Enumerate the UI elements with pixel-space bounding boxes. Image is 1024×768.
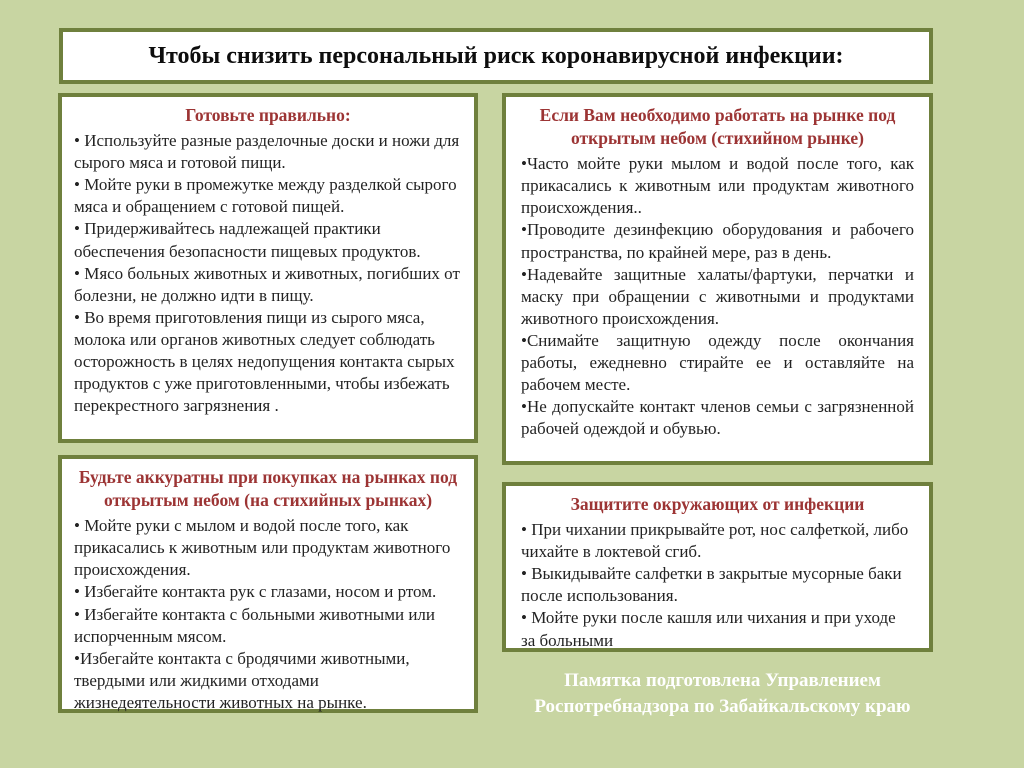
bullet-item: • Выкидывайте салфетки в закрытые мусорные баки после использования. (521, 564, 902, 606)
title-panel (59, 28, 933, 84)
bullet-item: •Часто мойте руки мылом и водой после того, как прикасались к животным или продуктам животного происхождения.. (521, 154, 914, 218)
bullet-item: •Избегайте контакта с бродячими животными, твердыми или жидкими отходами жизнедеятельности животных на рынке. (74, 648, 410, 712)
bullet-item: • При чихании прикрывайте рот, нос салфеткой, либо чихайте в локтевой сгиб. (521, 520, 909, 562)
panel-cook-properly (58, 93, 478, 443)
panel-careful-shopping (58, 455, 478, 713)
bullet-item: • Избегайте контакта рук с глазами, носом и ртом. (74, 582, 437, 602)
bullet-item: • Придерживайтесь надлежащей практики обеспечения безопасности пищевых продуктов. (74, 219, 421, 261)
bullet-item: • Мясо больных животных и животных, погибших от болезни, не должно идти в пищу. (74, 263, 460, 305)
bullet-item: •Не допускайте контакт членов семьи с загрязненной рабочей одеждой и обувью. (521, 397, 914, 439)
bullet-item: • Мойте руки после кашля или чихания и при уходе за больными (521, 608, 896, 650)
bullet-item: •Проводите дезинфекцию оборудования и рабочего пространства, по крайней мере, раз в день. (521, 220, 914, 262)
panel-careful-shopping-header: Будьте аккуратны при покупках на рынках под открытым небом (на стихийных рынках) (78, 467, 458, 511)
panel-work-at-market (502, 93, 933, 465)
bullet-item: • Мойте руки в промежутке между разделкой сырого мяса и обращением с готовой пищей. (74, 175, 457, 217)
panel-protect-others-header: Защитите окружающих от инфекции (570, 494, 865, 514)
panel-protect-others (502, 482, 933, 652)
bullet-item: • Избегайте контакта с больными животными или испорченным мясом. (74, 604, 435, 646)
bullet-item: •Снимайте защитную одежду после окончания работы, ежедневно стирайте ее и оставляйте на рабочем месте. (521, 330, 914, 395)
footer-attribution: Памятка подготовлена Управлением Роспотребнадзора по Забайкальскому краю (534, 670, 911, 717)
page-title: Чтобы снизить персональный риск коронавирусной инфекции: (148, 42, 844, 69)
bullet-item: • Используйте разные разделочные доски и ножи для сырого мяса и готовой пищи. (74, 131, 460, 173)
bullet-item: •Надевайте защитные халаты/фартуки, перчатки и маску при обращении с животными и продуктами животного происхождения. (521, 264, 914, 328)
bullet-item: • Во время приготовления пищи из сырого мяса, молока или органов животных следует соблюдать осторожность в целях недопущения контакта сырых продуктов с уже приготовленными, чтобы избежать перекрестного загрязнения . (74, 307, 455, 416)
panel-work-at-market-header: Если Вам необходимо работать на рынке под открытым небом (стихийном рынке) (539, 105, 896, 149)
panel-cook-properly-header: Готовьте правильно: (185, 105, 351, 125)
bullet-item: • Мойте руки с мылом и водой после того, как прикасались к животным или продуктам животного происхождения. (74, 516, 451, 580)
